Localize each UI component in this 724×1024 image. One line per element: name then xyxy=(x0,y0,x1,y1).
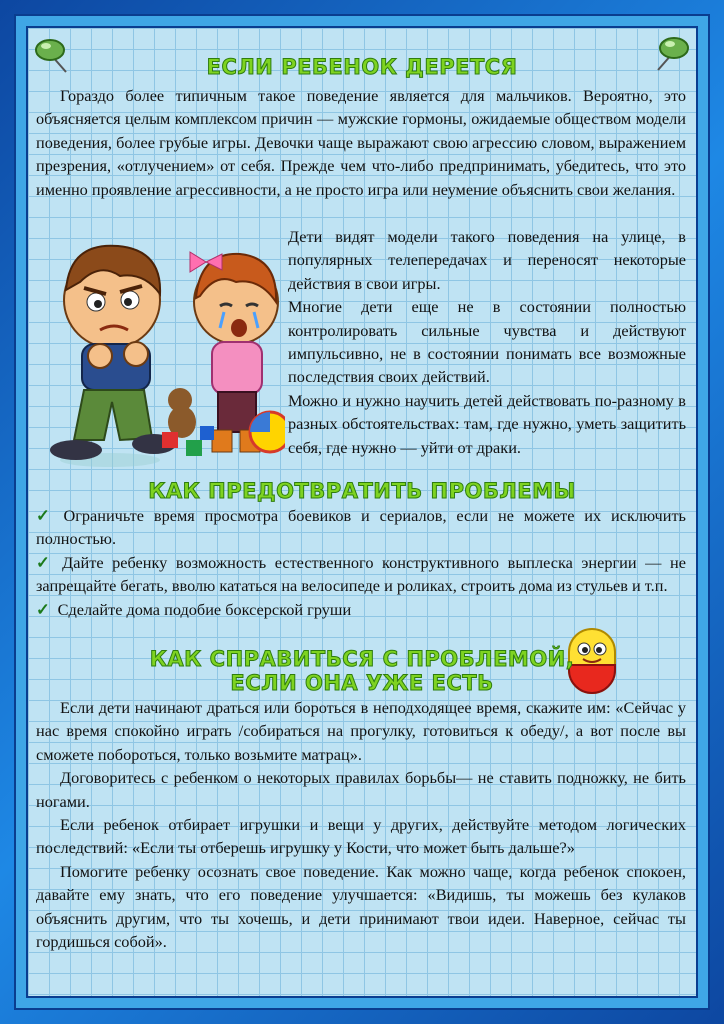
list-item: ✓ Ограничьте время просмотра боевиков и сериалов, если не можете их исключить полностью. xyxy=(36,506,686,549)
section1-right-column xyxy=(288,225,686,459)
section3-title-line1: КАК СПРАВИТЬСЯ С ПРОБЛЕМОЙ, xyxy=(149,647,575,671)
check-icon: ✓ xyxy=(36,506,56,525)
list-item: ✓ Дайте ребенку возможность естественного конструктивного выплеска энергии — не запрещайте бегать, вволю кататься на велосипеде и роликах, строить дома из стульев и т.п. xyxy=(36,552,686,596)
section1-p2: Многие дети еще не в состоянии полностью контролировать сильные чувства и действуют импульсивно, не в состоянии понимать все возможные последствия своих действий. xyxy=(288,297,686,387)
check-icon: ✓ xyxy=(36,599,50,619)
kids-fighting-illustration xyxy=(40,232,285,470)
section2-title: КАК ПРЕДОТВРАТИТЬ ПРОБЛЕМЫ xyxy=(148,479,576,503)
section3-p4: Помогите ребенку осознать свое поведение. Как можно чаще, когда ребенок спокоен, давайте ему знать, что его поведение улучшается: «Видишь, ты можешь без кулаков объяснить другим, что ты хочешь, и дети принимают твои идеи. Наверное, сейчас ты гордишься собой». xyxy=(36,861,686,952)
section3-p2: Договоритесь с ребенком о некоторых правилах борьбы— не ставить подножку, не бить ногами. xyxy=(36,768,686,811)
check-icon: ✓ xyxy=(36,552,55,572)
section3-p3: Если ребенок отбирает игрушки и вещи у других, действуйте методом логических последствий: «Если ты отберешь игрушку у Кости, что может быть дальше?» xyxy=(36,815,686,858)
section3-p1: Если дети начинают драться или бороться в неподходящее время, скажите им: «Сейчас у нас время спокойно играть /собираться на прогулку, готовиться к обеду/, а вот после вы сможете побороться, только возьмите матрац». xyxy=(36,698,686,764)
section1-title: ЕСЛИ РЕБЕНОК ДЕРЕТСЯ xyxy=(206,55,518,79)
section1-p3: Можно и нужно научить детей действовать по-разному в разных обстоятельствах: там, где нужно, уметь защитить себя, где нужно — уйти от драки. xyxy=(288,390,686,457)
section3-title-line2: ЕСЛИ ОНА УЖЕ ЕСТЬ xyxy=(230,671,494,695)
section1-intro-block xyxy=(36,84,686,201)
section1-p1: Дети видят модели такого поведения на улице, в популярных телепередачах и переносят некоторые действия в свои игры. xyxy=(288,227,686,293)
section1-intro: Гораздо более типичным такое поведение является для мальчиков. Вероятно, это объясняется целым комплексом причин — мужские гормоны, ожидаемые обществом модели поведения, более грубые игры. Девочки чаще выражают свою агрессию словом, выражением презрения, «отлучением» от себя. Прежде чем что-либо предпринимать, убедитесь, что это именно проявление агрессивности, а не просто игра или неумение объяснить свои желания. xyxy=(36,86,686,199)
section3-body xyxy=(36,696,686,953)
list-item: ✓ Сделайте дома подобие боксерской груши xyxy=(36,599,352,619)
section2-list xyxy=(36,504,686,621)
